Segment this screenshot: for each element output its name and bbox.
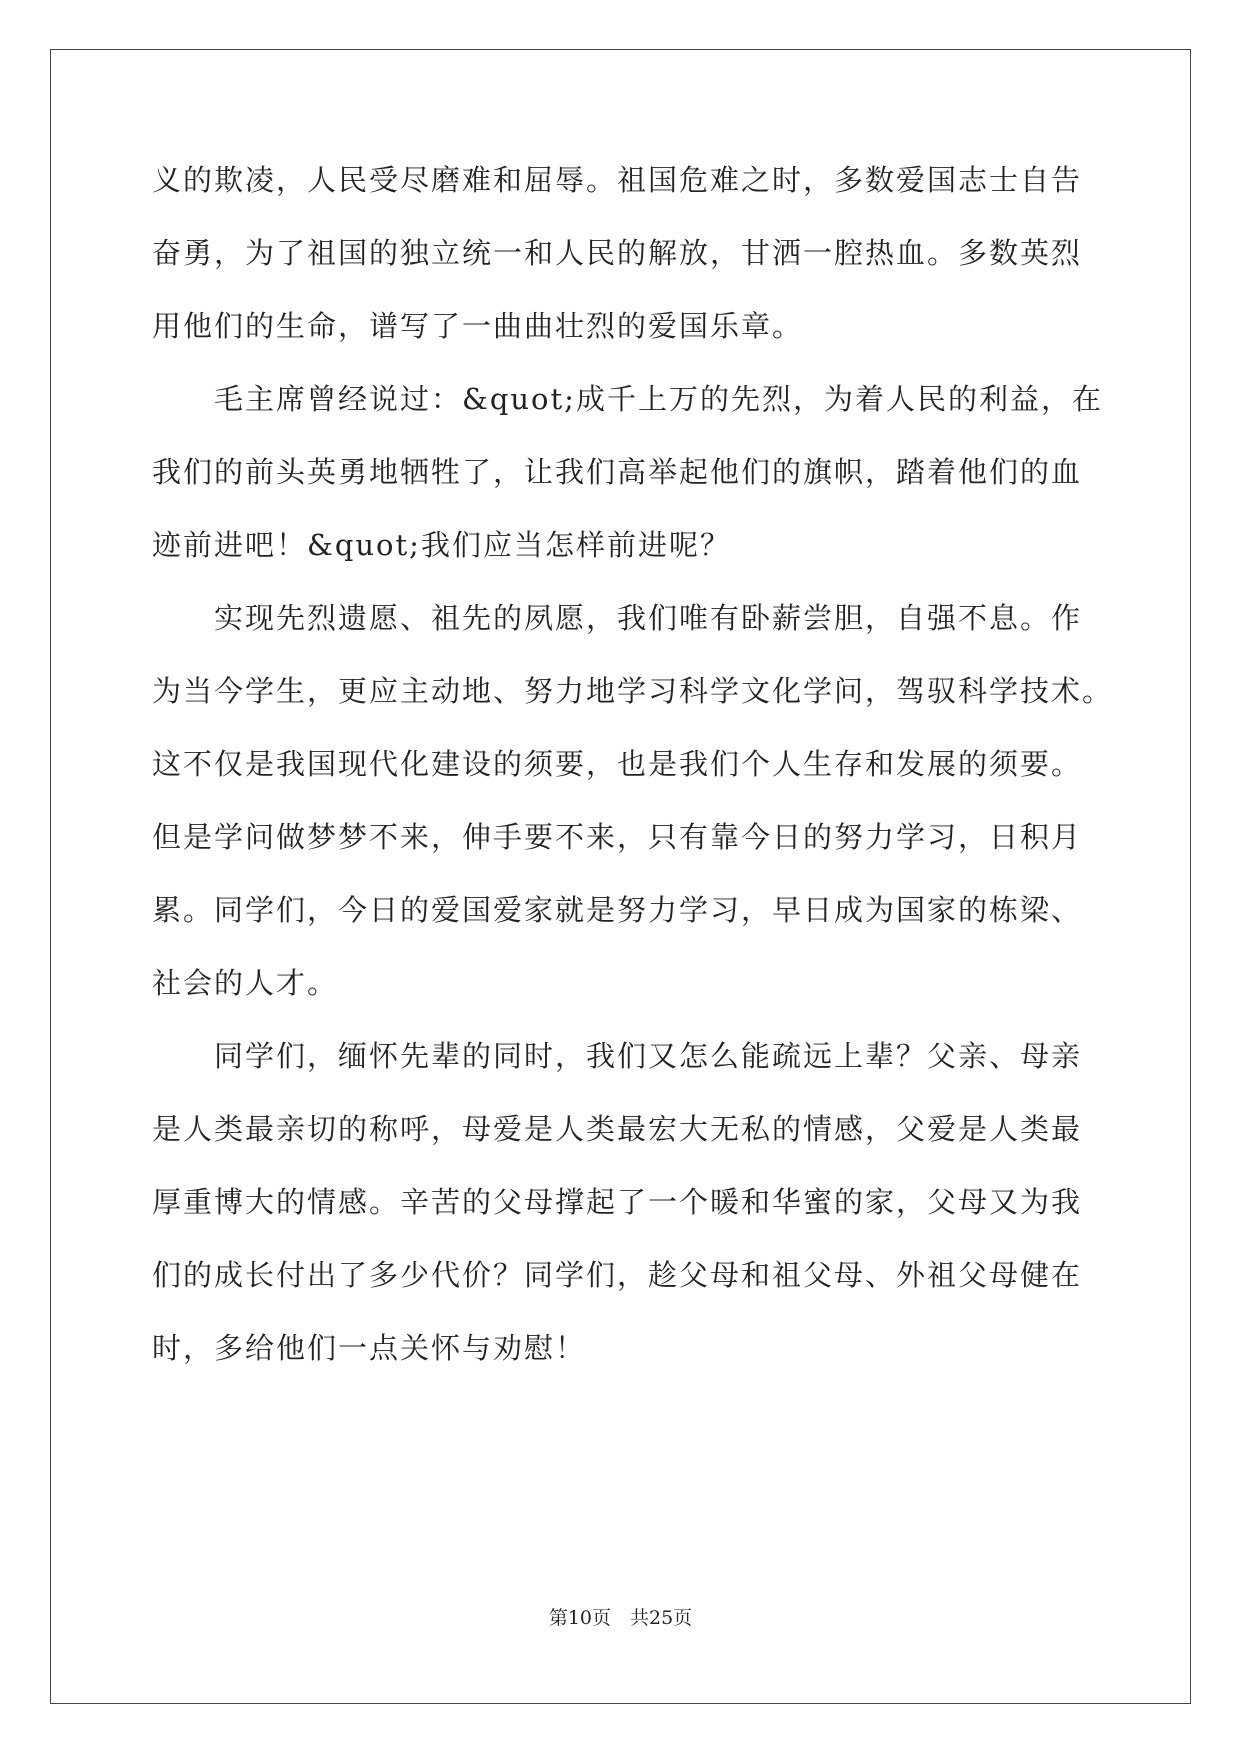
text-line: 时，多给他们一点关怀与劝慰！ (152, 1331, 587, 1365)
text-line: 厚重博大的情感。辛苦的父母撑起了一个暖和华蜜的家，父母又为我 (152, 1185, 1083, 1219)
page-border (50, 49, 1191, 1704)
text-line: 累。同学们，今日的爱国爱家就是努力学习，早日成为国家的栋梁、 (152, 893, 1083, 927)
text-line: 实现先烈遗愿、祖先的夙愿，我们唯有卧薪尝胆，自强不息。作 (152, 601, 1083, 635)
text-line: 是人类最亲切的称呼，母爱是人类最宏大无私的情感，父爱是人类最 (152, 1112, 1083, 1146)
text-line: 但是学问做梦梦不来，伸手要不来，只有靠今日的努力学习，日积月 (152, 820, 1083, 854)
text-line: 我们的前头英勇地牺牲了，让我们高举起他们的旗帜，踏着他们的血 (152, 455, 1083, 489)
text-line: 们的成长付出了多少代价？同学们，趁父母和祖父母、外祖父母健在 (152, 1258, 1083, 1292)
page-number: 第10页 共25页 (548, 1607, 693, 1629)
text-line: 奋勇，为了祖国的独立统一和人民的解放，甘洒一腔热血。多数英烈 (152, 236, 1083, 270)
text-line: 社会的人才。 (152, 966, 339, 1000)
text-line: 迹前进吧！&quot;我们应当怎样前进呢？ (152, 528, 731, 562)
text-line: 义的欺凌，人民受尽磨难和屈辱。祖国危难之时，多数爱国志士自告 (152, 163, 1083, 197)
text-line: 毛主席曾经说过：&quot;成千上万的先烈，为着人民的利益，在 (152, 382, 1103, 416)
text-line: 为当今学生，更应主动地、努力地学习科学文化学问，驾驭科学技术。 (152, 674, 1114, 708)
text-line: 用他们的生命，谱写了一曲曲壮烈的爱国乐章。 (152, 309, 804, 343)
page-number-footer (0, 1606, 1241, 1630)
text-line: 同学们，缅怀先辈的同时，我们又怎么能疏远上辈？父亲、母亲 (152, 1039, 1083, 1073)
text-line: 这不仅是我国现代化建设的须要，也是我们个人生存和发展的须要。 (152, 747, 1083, 781)
